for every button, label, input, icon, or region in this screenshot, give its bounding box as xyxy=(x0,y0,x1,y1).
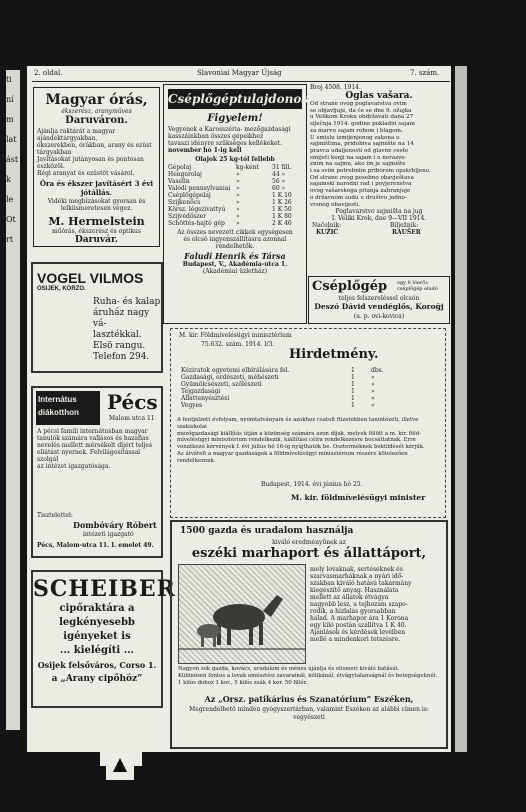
price-cell: Gépolaj xyxy=(168,164,192,171)
ad-side: egy 8 lóerős cséplőgép eladó xyxy=(397,280,438,292)
adjacent-page-strip xyxy=(6,70,20,730)
ad-addr: Megrendelhető minden gyógyszertárban, valamint Eszéken az alábbi címen is: xyxy=(189,706,429,713)
strip-fragment: ást xyxy=(6,155,19,164)
strip-fragment: lat xyxy=(6,135,17,144)
text-line: siječnja 1914. godine pokladni sajam xyxy=(310,121,415,128)
text-line: U smislu izmijenjenog zakona o xyxy=(310,134,400,141)
ad-title: eszéki marhaport és állattáport, xyxy=(191,546,427,561)
price-cell: Szijvédőszer xyxy=(168,213,207,220)
ad-body xyxy=(310,566,442,643)
text-line: egy kiló postán szállítva 1 K 40. xyxy=(310,622,407,629)
notice-row xyxy=(181,402,437,409)
ad-pecs-internat xyxy=(31,386,163,558)
price-cell: » xyxy=(236,206,240,213)
ad-count: 1500 xyxy=(180,526,206,536)
text-line: rodik, a hízlalás gyorsabban xyxy=(310,608,396,615)
ad-sub: vegyészeti xyxy=(293,714,325,721)
text-line: A fentjelzett évfolyam, nyomtatványain és azokhoz csatolt füzetekben tanintézeti, illetve szakiskolai xyxy=(177,417,419,430)
ad-addr: Pécs, Malom-utca 11. I. emelet 49. xyxy=(37,542,154,549)
notice-cell: 1 xyxy=(351,374,355,381)
text-line: sajmištima, pridobiva sajmište na 14 xyxy=(310,141,414,148)
notice-cell: 1 xyxy=(351,381,355,388)
price-cell: 44 » xyxy=(272,171,286,178)
ad-sign-prefix: Tisztelettel: xyxy=(37,512,73,519)
price-cell: » xyxy=(236,171,240,178)
notice-cell: Kéziratok egyetemi elbírálására fel. xyxy=(181,367,290,374)
text-line: mezőgazdasági kiállítás útján a közönség számára azon díjak, melyek fölött a m. kir. föld- xyxy=(177,430,421,437)
text-line: Különösen fontos a lovak emésztési zavarainál, kólikánál, étvágytalanságnál és betegségeknél. xyxy=(178,673,438,679)
text-line: pravca udaljenosti od glavne ceste xyxy=(310,147,409,154)
ad-body: Ajánlja raktárát a magyar ajándéktárgyakban, ékszerekben, órákban, arany és ezüst tárgyakban Javításokat jutányosan és pontosan eszközöl. Régi aranyat és ezüstöt vásárol. xyxy=(37,128,152,177)
text-line: i sa svim potrebnim priborom opskrbljeno. xyxy=(310,168,431,175)
tab-mark-left xyxy=(100,752,114,766)
notice-cell: » xyxy=(371,395,375,402)
text-line: o državnom sudu u društvu jedno- xyxy=(310,194,407,201)
notice-cell: 1 xyxy=(351,367,355,374)
ad-subtitle: Figyelem! xyxy=(207,113,263,124)
ad-place: Daruváron. xyxy=(65,115,128,126)
text-line: mellé a mindenkori tetszésre. xyxy=(310,636,401,643)
ad-address: Malom utca 11 xyxy=(109,415,155,422)
ad-vogel-name: VOGEL VILMOS xyxy=(37,270,144,286)
text-line: Ajánlások és kérdések levélben xyxy=(310,629,406,636)
price-row xyxy=(168,178,302,185)
text-line: ovog vašarskoga pitanja zabranjuje xyxy=(310,188,411,195)
text-line: vrsnog obavijesti. xyxy=(310,201,360,208)
text-line: Nagyon sok gazda, kovács, uradalom és ménes ajánlja és elismeri kiváló hatását. xyxy=(178,666,400,672)
horse-drawing-icon xyxy=(179,565,305,663)
text-line: halad. A marhapor ára 1 Korona xyxy=(310,615,409,622)
notice-row xyxy=(181,381,437,388)
price-row xyxy=(168,164,302,171)
text-line: nagyobb lesz, a tejhozam szapo- xyxy=(310,601,408,608)
price-cell: Schöttés-hajtó gép xyxy=(168,220,225,227)
notice-number: 75.632. szám. 1914. I/3. xyxy=(201,341,275,348)
ad-title: Cséplőgéptulajdonosok xyxy=(168,89,302,109)
text-line: smijeti konji na sajam i o nerazve- xyxy=(310,154,407,161)
text-line: Az átvételt a magyar gazdaságok a földmívelésügyi minisztérium részére kötelezően rendelkeznek. xyxy=(177,450,408,464)
ad-firm: Faludi Henrik és Társa xyxy=(184,251,286,261)
notice-row xyxy=(181,367,437,374)
tab-mark-right xyxy=(128,752,142,766)
notice-row xyxy=(181,395,437,402)
notice-cell: 1 xyxy=(351,395,355,402)
ad-scheiber xyxy=(31,570,176,708)
price-cell: » xyxy=(236,220,240,227)
price-cell: 1 K 10 xyxy=(272,192,292,199)
notice-cell: » xyxy=(371,381,375,388)
ad-vogel xyxy=(31,262,163,373)
ad-contact: Deszó Dávid vendéglős, Koroğj xyxy=(314,302,444,311)
newspaper-title: Slavoniai Magyar Újság xyxy=(197,69,282,77)
strip-fragment: le xyxy=(6,195,14,204)
article-market-notice xyxy=(310,84,448,270)
ad-place-footer: Daruvár. xyxy=(74,235,119,245)
ad-scheiber-name: SCHEIBER xyxy=(33,576,176,602)
text-line: szarvasmarháknak a nyári idő- xyxy=(310,573,404,580)
text-line: za marvu sajam robom i blagom. xyxy=(310,127,403,134)
ad-highlight: Óra és ékszer javításért 3 évi jótállás. xyxy=(39,179,154,197)
ad-threshing-machine xyxy=(308,276,450,324)
price-table xyxy=(164,163,306,228)
notice-date: Budapest, 1914. évi június hó 25. xyxy=(261,481,363,488)
text-line: mívelésügyi minisztérium rendelkezik, kiállítási célra rendelkezésre bocsáttatnak. Erre xyxy=(177,437,416,444)
ad-threshing-owners xyxy=(163,84,325,324)
text-line: se objavljuje, da će se dne 9. ožujka xyxy=(310,107,412,114)
ad-watchmaker xyxy=(33,87,160,247)
article-title: Oglas vašara. xyxy=(345,91,413,101)
price-cell: » xyxy=(236,178,240,185)
price-cell: » xyxy=(236,185,240,192)
ad-lower xyxy=(178,666,440,687)
price-cell: kg-ként xyxy=(236,164,259,171)
strip-fragment: ní xyxy=(6,95,14,104)
text-line: vonatkozó kérvények f. évi július hó 16-ig nyújthatók be. Oszterméknek beküldését kérjük. xyxy=(177,444,425,451)
price-row xyxy=(168,213,302,220)
price-cell: 1 K 26 xyxy=(272,199,292,206)
price-cell: Szijkenőcs xyxy=(168,199,201,206)
notice-cell: 1 xyxy=(351,388,355,395)
ad-scheiber-lines: cipőraktára a legkényesebb igényeket is ... kielégíti ... Osijek felsőváros, Corso 1. a „Arany cipőhöz” xyxy=(37,603,157,684)
ad-sub: teljes felszereléssel olcsón xyxy=(338,295,420,302)
text-line: mely lovaknak, sertéseknek és xyxy=(310,566,403,573)
strip-fragment: m xyxy=(6,115,14,124)
notice-cell: Vegyes xyxy=(181,402,203,409)
price-row xyxy=(168,171,302,178)
ad-shop: Az „Orsz. patikárius és Szanatórium” Eszéken, xyxy=(204,694,414,704)
ad-sign-role: intézeti igazgató xyxy=(83,531,134,538)
notice-cell: Gyümölcsészeti, szőlészeti xyxy=(181,381,262,388)
strip-fragment: rt xyxy=(6,235,14,244)
page-edge xyxy=(455,66,467,752)
ad-contact-sub: (u. p. ovi-kovica) xyxy=(353,313,405,320)
price-cell: Valódi pennsylvaniai xyxy=(168,185,231,192)
price-cell: Körsz. légszivattyú xyxy=(168,206,226,213)
price-cell: 60 » xyxy=(272,185,286,192)
ad-cattle-powder xyxy=(170,520,448,749)
page-header xyxy=(32,67,452,81)
text-line: sajamski narodni rad i povjerenstva xyxy=(310,181,412,188)
price-cell: » xyxy=(236,199,240,206)
ad-highlight: Olajok 25 kg-tól fellebb xyxy=(195,156,275,163)
notice-row xyxy=(181,374,437,381)
text-line: kiegészítő anyag. Használata xyxy=(310,587,399,594)
ad-head2: kiváló eredményűnek az xyxy=(272,539,346,546)
price-cell: 2 K 46 xyxy=(272,220,292,227)
notice-cell: 1 xyxy=(351,402,355,409)
notice-ministry: M. kir. Földmívelésügyi minisztérium xyxy=(179,332,292,339)
notice-cell: Gazdasági, erdészeti, méhészeti xyxy=(181,374,279,381)
ad-vogel-lines: Ruha- és kalap áruház nagy vá- lasztékkal. Elsö rangu. Telefon 294. xyxy=(93,297,161,362)
ad-owner: M. Hermelstein xyxy=(48,215,145,228)
text-line: Od strane ovog poglavarstva ovim xyxy=(310,101,407,107)
price-cell: » xyxy=(236,192,240,199)
strip-fragment: k xyxy=(6,175,11,184)
triangle-mark-icon xyxy=(113,758,127,772)
notice-body xyxy=(177,417,439,465)
price-cell: 1 K 80 xyxy=(272,213,292,220)
text-line: znim na sajmu, ako im je sajmište xyxy=(310,161,406,168)
price-row xyxy=(168,206,302,213)
price-row xyxy=(168,199,302,206)
ad-note: Az összes nevezett cikkek egységesen és olcsó ingyenszállításra azonnal rendelhetők. xyxy=(177,229,293,250)
ad-signature: Dombóváry Róbert xyxy=(73,520,157,530)
horses-illustration xyxy=(178,564,306,664)
ad-title-block: Internátus diákotthon xyxy=(36,391,100,425)
ad-firm-address: Budapest, V., Akadémia-utca 1. xyxy=(182,261,288,268)
ad-firm-sub: (Akadémiai üzletház) xyxy=(202,268,268,275)
ad-body: A pécsi famili internátusban magyar tanulók számára vallásos és hazafias nevelés mellett mérsékelt díjért teljes ellátást nyernek. Felvilágosítással szolgál az intézet igazgatósága. xyxy=(37,428,153,470)
price-cell: Vaselin xyxy=(168,178,190,185)
text-line: szakban kiváló hatású takarmány xyxy=(310,580,412,587)
notice-row xyxy=(181,388,437,395)
notice-sign: M. kir. földmívelésügyi minister xyxy=(291,493,426,502)
ad-city: Pécs xyxy=(107,390,158,414)
price-row xyxy=(168,192,302,199)
price-cell: » xyxy=(236,213,240,220)
ad-note: Vidéki megbízásokat gyorsan és lelkiismeretesen végez. xyxy=(47,198,146,212)
ad-vogel-city: OSIJEK, KORZO. xyxy=(37,286,86,292)
price-row xyxy=(168,185,302,192)
ad-subtitle: ékszerész, aranyműves xyxy=(61,108,132,115)
text-line: 1 kilós doboz 1 kor., 5 kilós zsák 4 kor. 50 fillér. xyxy=(178,680,308,686)
notice-title: Hirdetmény. xyxy=(289,347,379,362)
price-cell: Cséplőgépolaj xyxy=(168,192,211,199)
article-signatures: Načelnik: Bilježnik: KUŽIĆ RAUŠER xyxy=(312,222,421,237)
article-body xyxy=(310,101,448,208)
ad-title: Magyar órás, xyxy=(45,92,148,108)
ad-title: Cséplőgép xyxy=(312,279,388,294)
price-row xyxy=(168,220,302,227)
header-rule xyxy=(32,81,450,82)
issue-number: 7. szám. xyxy=(410,69,440,77)
notice-cell: Tejgazdasági xyxy=(181,388,221,395)
price-cell: 1 K 50 xyxy=(272,206,292,213)
price-cell: 31 fill. xyxy=(272,164,292,171)
price-cell: Hengerolaj xyxy=(168,171,202,178)
notice-cell: Állattenyésztési xyxy=(181,395,230,402)
notice-cell: dbs. xyxy=(371,367,384,374)
text-line: u Velikom Kroku obdržavati dana 27 xyxy=(310,114,414,121)
strip-fragment: Ot xyxy=(6,215,16,224)
notice-table xyxy=(181,367,437,409)
page-number: 2. oldal. xyxy=(34,69,63,77)
ad-head: 1500 gazda és uradalom használja xyxy=(180,526,354,536)
notice-hirdetmeny xyxy=(170,328,446,518)
strip-fragment: ti xyxy=(6,75,12,84)
price-cell: 56 » xyxy=(272,178,286,185)
ad-body: Vegyenek a Karosszéria- mezőgazdasági kasszáinkban összes gépeikhez tavaszi idényre szükséges kellékeket. november hó 1-ig kell xyxy=(168,126,291,154)
notice-cell: » xyxy=(371,402,375,409)
article-place: I. Veliki Krok, dne 9—VII 1914. xyxy=(331,215,427,223)
text-line: mellett az állatok étvágya xyxy=(310,594,389,601)
article-date: Broj 4508. 1914. xyxy=(310,84,361,91)
text-line: Od strane ovog posebno obavještava xyxy=(310,174,414,181)
notice-cell: » xyxy=(371,388,375,395)
ad-profession: műórás, ékszerész és optikus xyxy=(52,228,141,235)
notice-cell: » xyxy=(371,374,375,381)
article-sign: Poglavarstvo sajmišta na jug xyxy=(335,208,423,216)
